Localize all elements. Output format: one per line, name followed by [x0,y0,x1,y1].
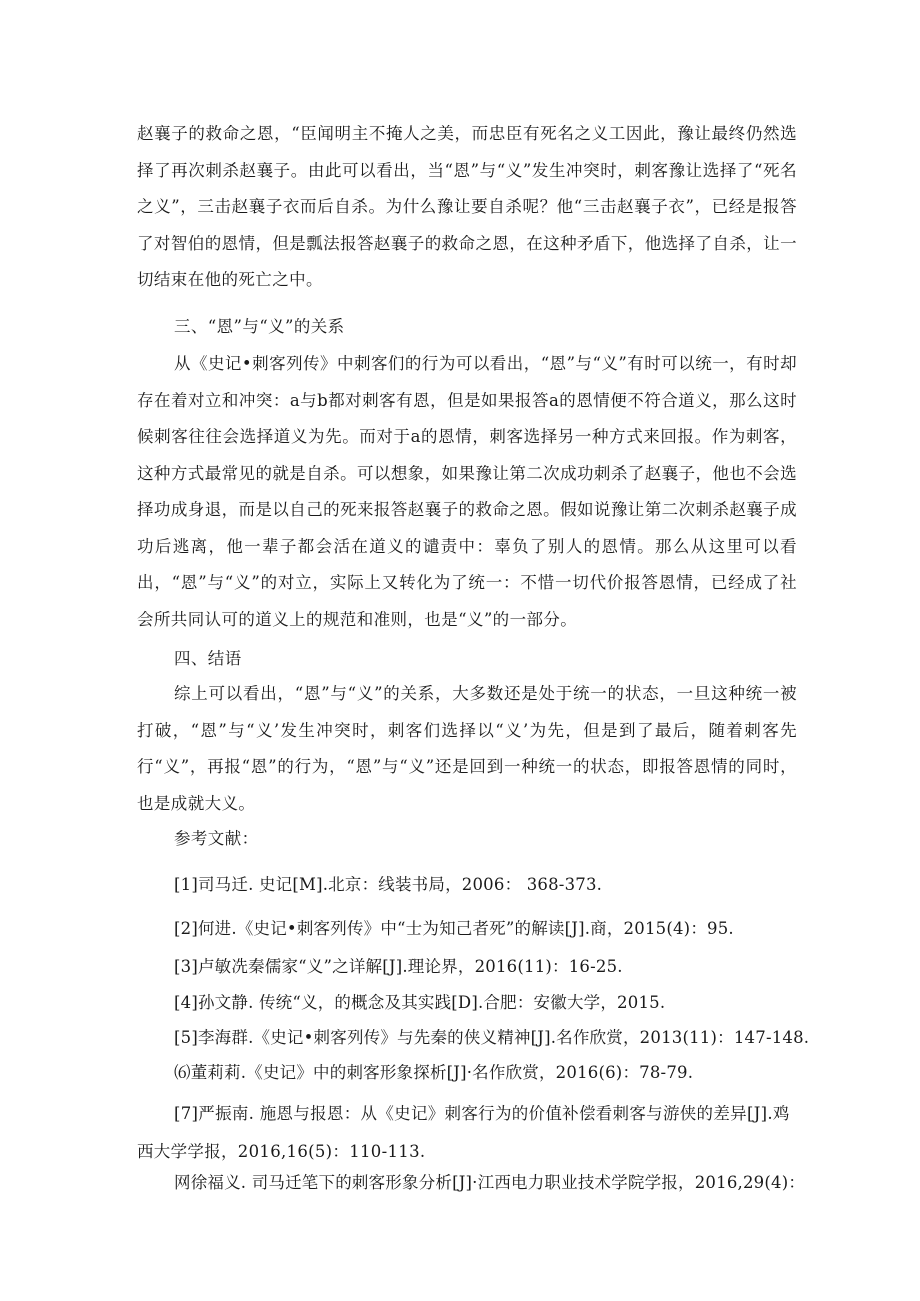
paragraph-conclusion: 综上可以看出，“恩”与“义”的关系，大多数还是处于统一的状态，一旦这种统一被打破，“恩”与“义’发生冲突时，刺客们选择以“义’为先，但是到了最后，随着刺客先行“义”，再报“恩”的行为，“恩”与“义”还是回到一种统一的状态，即报答恩情的同时，也是成就大义。 [137,684,797,813]
reference-item-6: ⑹董莉莉.《史记》中的刺客形象探析[J]·名作欣赏，2016(6)：78-79. [174,1063,694,1082]
section-heading-4: 四、结语 [174,649,242,668]
section-heading-3: 三、“恩”与“义”的关系 [174,317,345,336]
reference-item-3: [3]卢敏冼秦儒家“义”之详解[J].理论界，2016(11)：16-25. [174,957,623,976]
reference-item-2: [2]何进.《史记•刺客列传》中“士为知己者死”的解读[J].商，2015(4)：95. [174,919,734,938]
reference-item-7: [7]严振南. 施恩与报恩：从《史记》刺客行为的价值补偿看刺客与游侠的差异[J].鸡西大学学报，2016,16(5)：110-113. [137,1104,790,1161]
paragraph-relationship: 从《史记•刺客列传》中刺客们的行为可以看出，“恩”与“义”有时可以统一，有时却存在着对立和冲突：a与b都对刺客有恩，但是如果报答a的恩情便不符合道义，那么这时候刺客往往会选择道义为先。而对于a的恩情，刺客选择另一种方式来回报。作为刺客，这种方式最常见的就是自杀。可以想象，如果豫让第二次成功刺杀了赵襄子，他也不会选择功成身退，而是以自己的死来报答赵襄子的救命之恩。假如说豫让第二次刺杀赵襄子成功后逃离，他一辈子都会活在道义的谴责中：辜负了别人的恩情。那么从这里可以看出，“恩”与“义”的对立，实际上又转化为了统一：不惜一切代价报答恩情，已经成了社会所共同认可的道义上的规范和准则，也是“义”的一部分。 [137,354,797,629]
reference-item-4: [4]孙文静. 传统“义，的概念及其实践[D].合肥：安徽大学，2015. [174,993,666,1012]
reference-item-8: 网徐福义. 司马迁笔下的刺客形象分析[J]·江西电力职业技术学院学报，2016,29(4)： [174,1173,806,1192]
reference-item-5: [5]李海群.《史记•刺客列传》与先秦的侠义精神[J].名作欣赏，2013(11)：147-148. [174,1028,810,1047]
reference-item-1: [1]司马迁. 史记[M].北京：线装书局，2006： 368-373. [174,875,603,894]
paragraph-intro: 赵襄子的救命之恩，“臣闻明主不掩人之美，而忠臣有死名之义工因此，豫让最终仍然选择了再次刺杀赵襄子。由此可以看出，当“恩”与“义”发生冲突时，刺客豫让选择了“死名之义”，三击赵襄子衣而后自杀。为什么豫让要自杀呢？他“三击赵襄子衣”，已经是报答了对智伯的恩情，但是瓢法报答赵襄子的救命之恩，在这种矛盾下，他选择了自杀，让一切结束在他的死亡之中。 [137,124,797,289]
references-title: 参考文献： [174,829,259,848]
